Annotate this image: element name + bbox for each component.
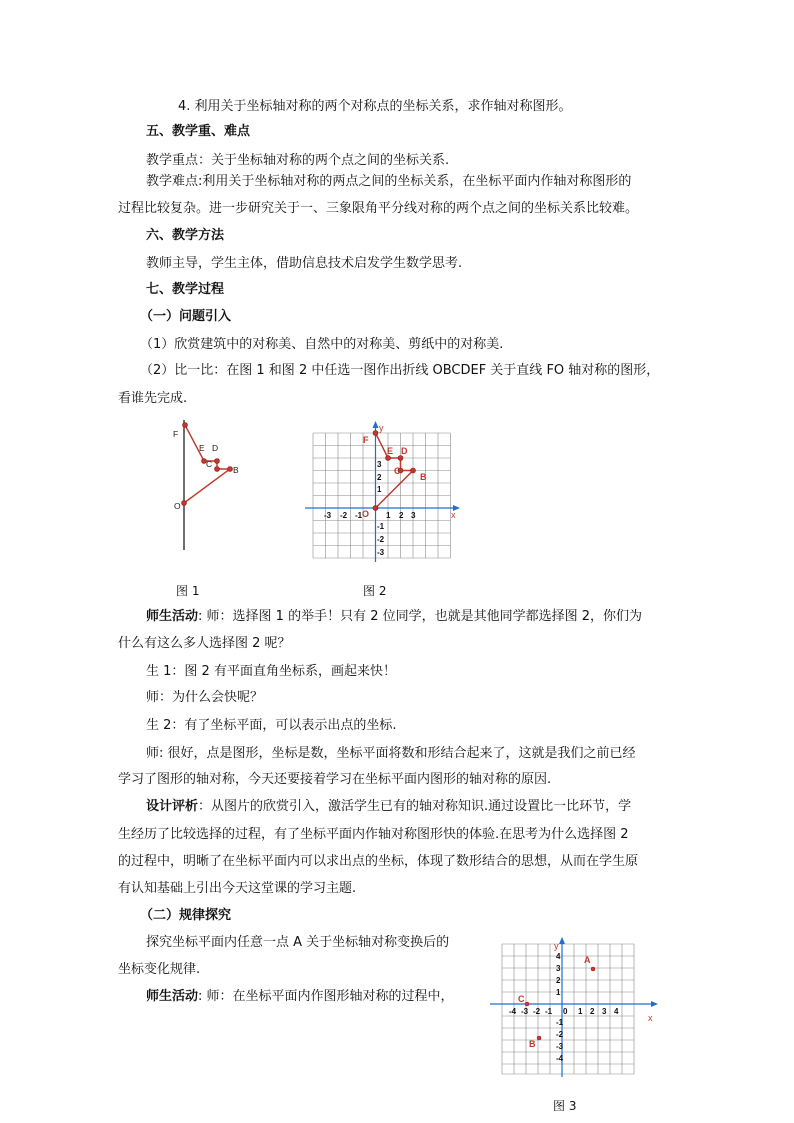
intro-item-2: （2）比一比：在图 1 和图 2 中任选一图作出折线 OBCDEF 关于直线 FO 轴对称的图形， xyxy=(140,363,660,378)
comment-line-2: 生经历了比较选择的过程，有了坐标平面内作轴对称图形快的体验.在思考为什么选择图 2 xyxy=(118,827,629,842)
fig2-ytick-neg1: -1 xyxy=(377,522,385,531)
objective-4: 4. 利用关于坐标轴对称的两个对称点的坐标关系，求作轴对称图形。 xyxy=(178,99,572,114)
fig1-point-b xyxy=(228,467,233,472)
fig3-label-a: A xyxy=(584,955,591,965)
fig2-xtick-1: 1 xyxy=(386,511,391,520)
fig3-ytick-3: 3 xyxy=(556,964,561,973)
fig1-point-d xyxy=(215,459,220,464)
activity-text: : 师：选择图 1 的举手！只有 2 位同学，也就是其他同学都选择图 2，你们为 xyxy=(198,609,643,624)
difficulty-text: 教学难点:利用关于坐标轴对称的两点之间的坐标关系，在坐标平面内作轴对称图形的 xyxy=(146,174,632,189)
subsection-1-heading: （一）问题引入 xyxy=(140,309,232,324)
fig3-xtick-neg2: -2 xyxy=(533,1007,541,1016)
fig3-x-axis-label: x xyxy=(648,1013,653,1023)
comment-line-3: 的过程中，明晰了在坐标平面内可以求出点的坐标，体现了数形结合的思想，从而在学生原 xyxy=(118,854,639,869)
fig3-point-c xyxy=(525,1002,529,1006)
subsection-2-heading: （二）规律探究 xyxy=(140,908,232,923)
dialog-line-5: 生 2：有了坐标平面，可以表示出点的坐标. xyxy=(146,718,397,733)
fig3-ytick-neg4: -4 xyxy=(556,1054,564,1063)
fig2-point-b xyxy=(411,468,416,473)
fig1-label-f: F xyxy=(173,429,179,439)
fig2-y-arrow xyxy=(373,421,379,428)
fig3-ytick-2: 2 xyxy=(556,976,561,985)
fig2-point-e xyxy=(386,456,391,461)
fig3-xtick-neg1: -1 xyxy=(545,1007,553,1016)
fig2-ytick-neg2: -2 xyxy=(377,535,385,544)
fig2-x-axis-label: x xyxy=(451,510,456,520)
fig1-point-f xyxy=(183,423,188,428)
fig2-ytick-2: 2 xyxy=(377,473,382,482)
fig1-label-b: B xyxy=(233,465,239,475)
activity-label: 师生活动 xyxy=(146,609,199,624)
fig2-xtick-neg3: -3 xyxy=(324,511,332,520)
dialog-line-4: 师：为什么会快呢？ xyxy=(146,690,264,705)
fig3-point-b xyxy=(537,1036,541,1040)
fig3-xtick-1: 1 xyxy=(578,1007,583,1016)
intro-item-2-cont: 看谁先完成. xyxy=(118,391,188,406)
fig2-label-d: D xyxy=(401,446,408,456)
fig2-xtick-neg2: -2 xyxy=(340,511,348,520)
fig3-ytick-neg2: -2 xyxy=(556,1030,564,1039)
fig3-ytick-1: 1 xyxy=(556,988,561,997)
dialog-line-3: 生 1：图 2 有平面直角坐标系，画起来快！ xyxy=(146,664,396,679)
fig2-label-f: F xyxy=(363,435,369,445)
figure-1 xyxy=(160,415,260,555)
fig2-point-f xyxy=(373,431,378,436)
fig3-origin-label: 0 xyxy=(563,1007,568,1016)
section-6-heading: 六、教学方法 xyxy=(146,228,225,243)
fig1-point-o xyxy=(182,501,187,506)
fig3-y-axis-label: y xyxy=(554,941,559,951)
fig3-y-arrow xyxy=(559,937,565,944)
dialog-line-1 xyxy=(146,609,642,625)
dialog-line-2: 什么有这么多人选择图 2 呢？ xyxy=(118,636,291,651)
fig2-ytick-1: 1 xyxy=(377,485,382,494)
fig1-label-d: D xyxy=(212,443,219,453)
figure-2-caption: 图 2 xyxy=(363,584,387,598)
fig2-ytick-neg3: -3 xyxy=(377,548,385,557)
fig2-xtick-2: 2 xyxy=(399,511,404,520)
explore-line-3 xyxy=(146,989,454,1005)
comment-line-4: 有认知基础上引出今天这堂课的学习主题. xyxy=(118,881,357,896)
fig3-xtick-neg4: -4 xyxy=(509,1007,517,1016)
fig3-point-a xyxy=(591,967,595,971)
fig2-xtick-neg1: -1 xyxy=(355,511,363,520)
fig1-label-e: E xyxy=(199,443,205,453)
fig1-label-o: O xyxy=(174,501,181,511)
intro-item-1: （1）欣赏建筑中的对称美、自然中的对称美、剪纸中的对称美. xyxy=(140,337,504,352)
fig3-ytick-neg3: -3 xyxy=(556,1042,564,1051)
activity-text-2: : 师：在坐标平面内作图形轴对称的过程中， xyxy=(198,989,454,1004)
comment-label: 设计评析 xyxy=(146,799,199,814)
dialog-line-7: 学习了图形的轴对称，今天还要接着学习在坐标平面内图形的轴对称的原因. xyxy=(118,772,552,787)
comment-line-1 xyxy=(146,799,631,815)
key-point-text: 教学重点：关于坐标轴对称的两个点之间的坐标关系. xyxy=(146,153,450,168)
fig3-xtick-2: 2 xyxy=(590,1007,595,1016)
figure-2 xyxy=(305,420,475,565)
fig3-xtick-neg3: -3 xyxy=(521,1007,529,1016)
fig3-label-b: B xyxy=(529,1039,536,1049)
fig1-label-c: C xyxy=(206,459,213,469)
fig2-ytick-3: 3 xyxy=(377,460,382,469)
comment-text: ：从图片的欣赏引入，激活学生已有的轴对称知识.通过设置比一比环节，学 xyxy=(198,799,632,814)
fig2-y-axis-label: y xyxy=(379,423,384,433)
method-text: 教师主导，学生主体，借助信息技术启发学生数学思考. xyxy=(146,256,463,271)
fig2-label-e: E xyxy=(387,446,394,456)
fig3-ytick-4: 4 xyxy=(556,952,561,961)
fig3-x-arrow xyxy=(651,1001,658,1007)
explore-line-1: 探究坐标平面内任意一点 A 关于坐标轴对称变换后的 xyxy=(146,935,450,950)
explore-line-2: 坐标变化规律. xyxy=(118,962,201,977)
fig2-label-o: O xyxy=(362,509,370,519)
activity-label-2: 师生活动 xyxy=(146,989,199,1004)
fig2-point-d xyxy=(398,456,403,461)
figure-1-caption: 图 1 xyxy=(176,584,200,598)
fig3-xtick-3: 3 xyxy=(602,1007,607,1016)
difficulty-text-cont: 过程比较复杂。进一步研究关于一、三象限角平分线对称的两个点之间的坐标关系比较难。 xyxy=(118,201,639,216)
figure-3-caption: 图 3 xyxy=(553,1099,577,1113)
fig2-point-o xyxy=(373,506,378,511)
figure-3 xyxy=(488,937,668,1082)
fig2-xtick-3: 3 xyxy=(411,511,416,520)
fig3-ytick-neg1: -1 xyxy=(556,1018,564,1027)
dialog-line-6: 师: 很好，点是图形，坐标是数，坐标平面将数和形结合起来了，这就是我们之前已经 xyxy=(146,746,636,761)
fig3-xtick-4: 4 xyxy=(614,1007,619,1016)
fig2-label-b: B xyxy=(420,472,427,482)
section-7-heading: 七、教学过程 xyxy=(146,282,225,297)
fig3-label-c: C xyxy=(518,994,525,1004)
fig2-label-c: C xyxy=(394,466,401,476)
section-5-heading: 五、教学重、难点 xyxy=(146,124,251,139)
fig1-point-c xyxy=(215,467,220,472)
